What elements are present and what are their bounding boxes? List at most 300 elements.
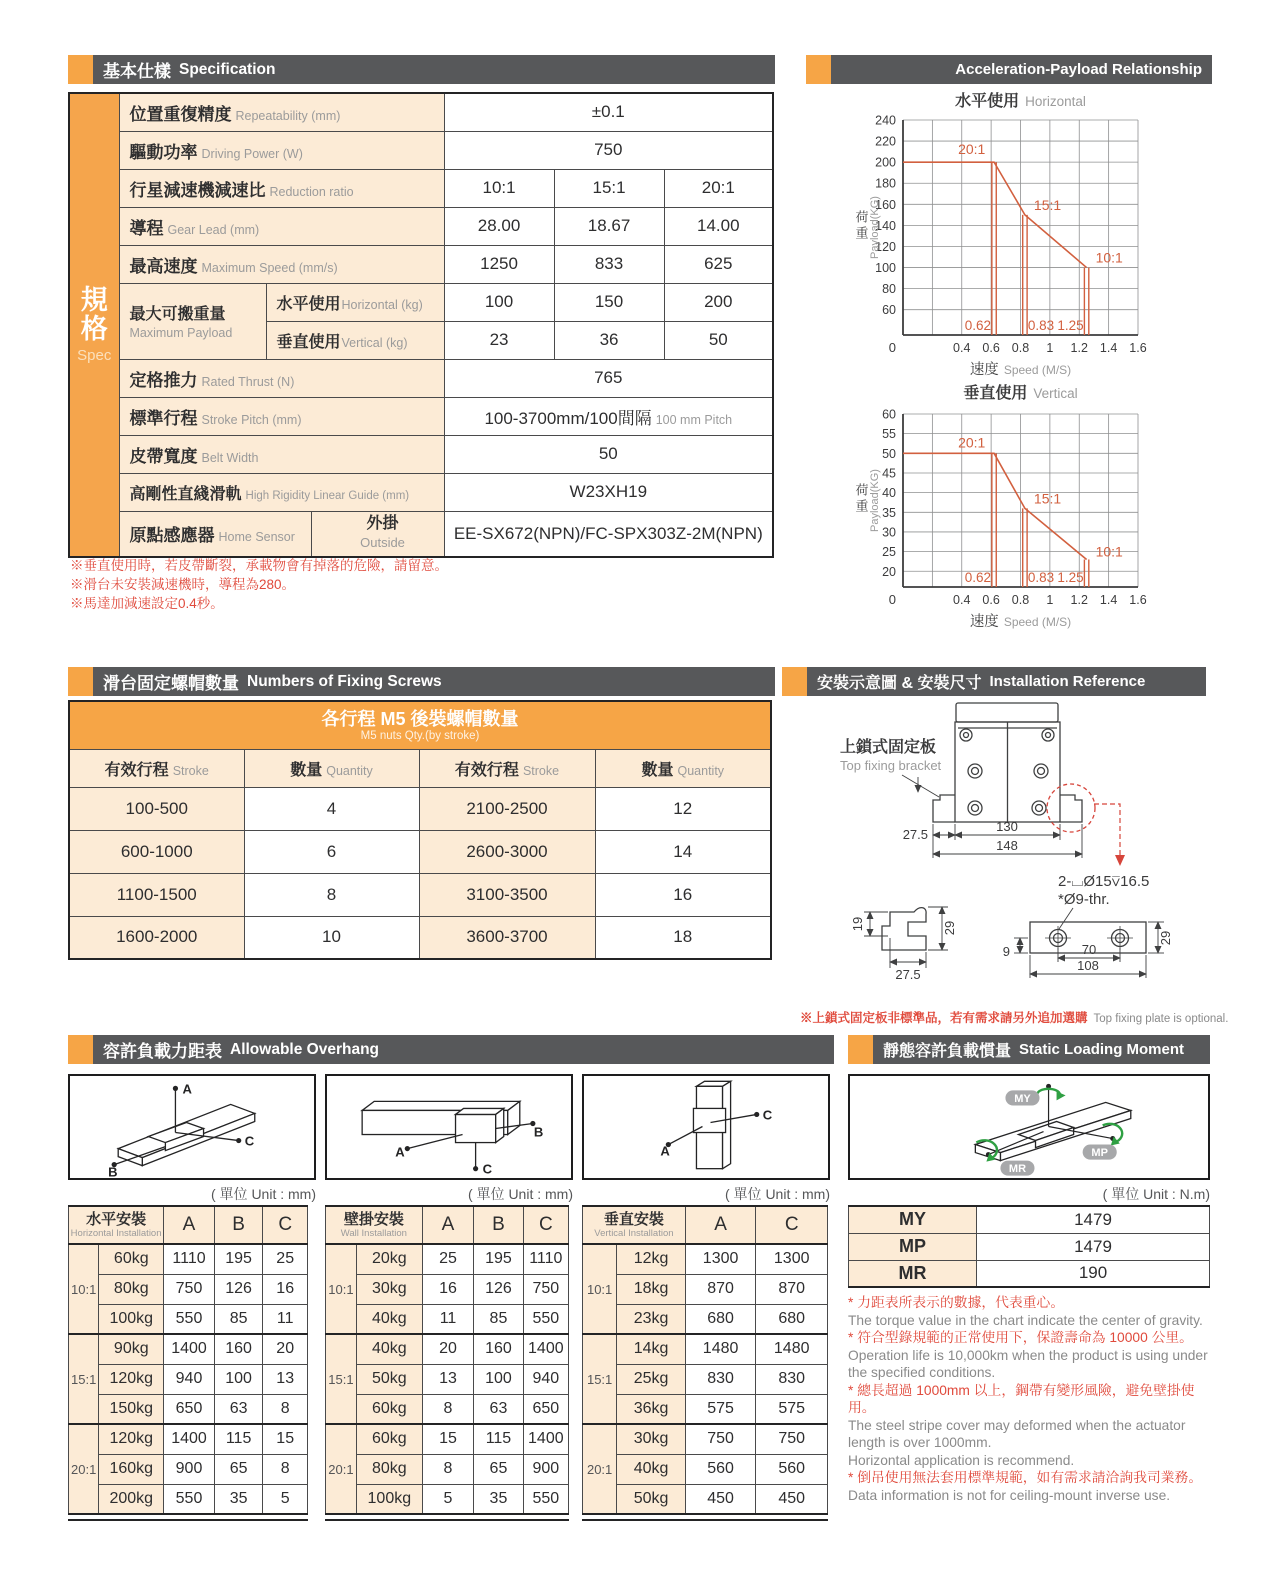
svg-text:C: C (762, 1107, 773, 1123)
spec-value: 50 (444, 435, 773, 473)
ratio-cell: 15:1 (583, 1334, 617, 1424)
ratio-cell: 15:1 (69, 1334, 99, 1424)
fixing-section-header (68, 667, 775, 696)
ratio-cell: 15:1 (326, 1334, 357, 1424)
speed-annotation: 1.25 (1057, 570, 1084, 585)
table-row (69, 1244, 308, 1274)
value-cell: 8 (422, 1394, 473, 1424)
installation-header-zh: 安裝示意圖 & 安裝尺寸 (817, 675, 982, 692)
spec-row-rated-thrust: 定格推力 Rated Thrust (N) 765 (69, 359, 773, 397)
value-cell: 1400 (164, 1334, 215, 1364)
table-row (69, 830, 771, 873)
orange-square-icon (782, 667, 807, 696)
overhang-section-header (68, 1035, 834, 1064)
y-tick-label: 160 (875, 197, 896, 212)
value-cell: 100 (214, 1364, 263, 1394)
weight-cell: 60kg (356, 1424, 422, 1454)
weight-cell: 40kg (356, 1304, 422, 1334)
weight-cell: 18kg (617, 1274, 686, 1304)
spec-row-reduction-ratio: 行星減速機減速比 Reduction ratio 10:1 15:1 20:1 (69, 169, 773, 207)
y-tick-label: 30 (882, 525, 896, 540)
series-line (903, 162, 1087, 267)
table-row (69, 1334, 308, 1364)
quantity-cell: 16 (595, 873, 771, 916)
y-tick-label: 35 (882, 505, 896, 520)
chart-title: 水平使用 Horizontal (955, 93, 1086, 110)
spec-row-driving-power: 驅動功率 Driving Power (W) 750 (69, 131, 773, 169)
x-tick-label: 1 (1046, 341, 1054, 355)
svg-text:29: 29 (942, 920, 957, 936)
value-cell: 115 (214, 1424, 263, 1454)
y-tick-label: 100 (875, 261, 896, 276)
quantity-cell: 4 (244, 787, 419, 830)
quantity-cell: 12 (595, 787, 771, 830)
value-cell: 650 (164, 1394, 215, 1424)
svg-text:27.5: 27.5 (902, 827, 928, 842)
svg-text:C: C (244, 1133, 255, 1149)
y-tick-label: 120 (875, 239, 896, 254)
spec-value: 100-3700mm/100間隔 100 mm Pitch (444, 397, 773, 435)
weight-cell: 20kg (356, 1244, 422, 1274)
accel-section-header (806, 55, 1212, 84)
note-line-red: * 總長超過 1000mm 以上，鋼帶有變形風險，避免壁掛使用。 (848, 1382, 1195, 1415)
x-tick-label: 0.8 (1011, 593, 1030, 607)
note-line-red: * 力距表所表示的數據，代表重心。 (848, 1295, 1065, 1310)
installation-type-en: Horizontal Installation (70, 1227, 162, 1239)
ratio-cell: 20:1 (69, 1424, 99, 1514)
quantity-cell: 8 (244, 873, 419, 916)
value-cell: 870 (756, 1274, 828, 1304)
detail-callout (1047, 784, 1149, 929)
installation-note: ※上鎖式固定板非標準品，若有需求請另外追加選購 Top fixing plate is optional. (800, 1011, 1229, 1025)
value-cell: 13 (263, 1364, 308, 1394)
svg-text:*Ø9-thr.: *Ø9-thr. (1058, 891, 1110, 908)
ratio-cell: 10:1 (69, 1244, 99, 1334)
spec-value: 10:1 (444, 169, 554, 207)
column-header-a: A (164, 1206, 215, 1244)
y-tick-label: 50 (882, 446, 896, 461)
value-cell: 550 (523, 1304, 568, 1334)
orange-square-icon (68, 667, 93, 696)
value-cell: 195 (214, 1244, 263, 1274)
ratio-label: 20:1 (958, 141, 986, 158)
x-tick-label: 1 (1046, 593, 1054, 607)
value-cell: 650 (523, 1394, 568, 1424)
value-cell: 750 (685, 1424, 756, 1454)
installation-type-en: Wall Installation (340, 1227, 407, 1239)
vertical-payload-chart (818, 382, 1212, 638)
weight-cell: 14kg (617, 1334, 686, 1364)
svg-text:A: A (660, 1143, 670, 1159)
origin-label: 0 (888, 340, 896, 355)
speed-annotation: 0.83 (1027, 570, 1055, 585)
note-line-gray: Operation life is 10,000km when the product is using under the specified conditions. (848, 1347, 1208, 1380)
x-tick-label: 1.2 (1070, 593, 1088, 607)
svg-text:C: C (482, 1161, 493, 1177)
svg-text:29: 29 (1158, 930, 1173, 946)
spec-row-max-speed: 最高速度 Maximum Speed (mm/s) 1250 833 625 (69, 245, 773, 283)
value-cell: 870 (685, 1274, 756, 1304)
svg-text:2-⌴Ø15⊽16.5: 2-⌴Ø15⊽16.5 (1058, 873, 1150, 890)
x-axis-label: 速度 Speed (M/S) (969, 614, 1072, 630)
table-row (69, 1484, 308, 1514)
weight-cell: 40kg (617, 1454, 686, 1484)
value-cell: 550 (164, 1304, 215, 1334)
value-cell: 100 (474, 1364, 523, 1394)
dimension-texts (903, 819, 1018, 853)
spec-row-gear-lead: 導程 Gear Lead (mm) 28.00 18.67 14.00 (69, 207, 773, 245)
fixing-screws-table (68, 700, 772, 960)
svg-text:148: 148 (996, 838, 1018, 853)
ratio-label: 10:1 (1095, 543, 1123, 560)
value-cell: 575 (685, 1394, 756, 1424)
origin-label: 0 (888, 592, 896, 607)
x-tick-label: 0.4 (953, 341, 971, 355)
right-bracket (1060, 795, 1082, 822)
value-cell: 1110 (164, 1244, 215, 1274)
value-cell: 900 (164, 1454, 215, 1484)
installation-diagram (790, 698, 1210, 1010)
value-cell: 450 (685, 1484, 756, 1514)
static-moment-diagram (848, 1074, 1210, 1180)
overhang-table-vertical (582, 1205, 828, 1515)
value-cell: 830 (756, 1364, 828, 1394)
ratio-label: 15:1 (1033, 196, 1062, 213)
y-tick-label: 20 (882, 564, 896, 579)
value-cell: 680 (685, 1304, 756, 1334)
x-tick-label: 1.4 (1099, 593, 1118, 607)
table-header-row (583, 1206, 828, 1244)
value-cell: 160 (214, 1334, 263, 1364)
column-header-a: A (685, 1206, 756, 1244)
spec-value: 1250 (444, 245, 554, 283)
spec-row-belt-width: 皮帶寬度 Belt Width 50 (69, 435, 773, 473)
value-cell: 126 (214, 1274, 263, 1304)
value-cell: 1480 (685, 1334, 756, 1364)
value-cell: 1400 (523, 1334, 568, 1364)
value-cell: 8 (422, 1454, 473, 1484)
table-row (69, 787, 771, 830)
fixing-header-zh: 滑台固定螺帽數量 (103, 674, 239, 693)
table-row (583, 1274, 828, 1304)
spec-side-label: 規 格 Spec (69, 93, 119, 557)
spec-value: 833 (554, 245, 664, 283)
table-bottom-rule (325, 1519, 569, 1521)
unit-label-mm: ( 單位 Unit : mm) (211, 1186, 316, 1202)
svg-text:MY: MY (1014, 1092, 1031, 1105)
x-tick-label: 0.6 (982, 341, 1000, 355)
value-cell: 560 (756, 1454, 828, 1484)
overhang-diagram-horizontal (68, 1074, 316, 1180)
spec-table (68, 92, 774, 558)
weight-cell: 30kg (356, 1274, 422, 1304)
value-cell: 16 (422, 1274, 473, 1304)
x-tick-label: 0.4 (953, 593, 971, 607)
spec-row-repeatability: 規 格 Spec 位置重復精度 Repeatability (mm) ±0.1 (69, 93, 773, 131)
y-tick-label: 140 (875, 218, 896, 233)
table-row (583, 1424, 828, 1454)
spec-footnote-line: ※滑台未安裝減速機時，導程為280。 (70, 577, 296, 592)
spec-row-stroke-pitch: 標準行程 Stroke Pitch (mm) 100-3700mm/100間隔 100 mm Pitch (69, 397, 773, 435)
x-tick-label: 1.2 (1070, 341, 1088, 355)
table-row (583, 1484, 828, 1514)
ratio-cell: 10:1 (326, 1244, 357, 1334)
value-cell: 750 (523, 1274, 568, 1304)
left-bracket (933, 795, 955, 822)
stroke-cell: 100-500 (69, 787, 244, 830)
value-cell: 750 (756, 1424, 828, 1454)
chart-title: 垂直使用 Vertical (963, 385, 1078, 402)
x-tick-label: 1.4 (1099, 341, 1118, 355)
installation-type-header (326, 1206, 423, 1244)
weight-cell: 200kg (99, 1484, 164, 1514)
value-cell: 35 (474, 1484, 523, 1514)
svg-text:B: B (533, 1124, 544, 1140)
unit-label-mm: ( 單位 Unit : mm) (468, 1186, 573, 1202)
value-cell: 1300 (685, 1244, 756, 1274)
horizontal-payload-chart (818, 90, 1212, 386)
quantity-cell: 14 (595, 830, 771, 873)
value-cell: 65 (214, 1454, 263, 1484)
stroke-cell: 3100-3500 (419, 873, 595, 916)
svg-text:上鎖式固定板: 上鎖式固定板 (840, 739, 937, 756)
y-tick-label: 220 (875, 134, 896, 149)
weight-cell: 60kg (99, 1244, 164, 1274)
y-tick-label: 60 (882, 407, 896, 422)
table-row (69, 1454, 308, 1484)
orange-square-icon (68, 1035, 93, 1064)
spec-value: 14.00 (664, 207, 773, 245)
y-tick-label: 45 (882, 466, 896, 481)
value-cell: 5 (422, 1484, 473, 1514)
value-cell: 35 (214, 1484, 263, 1514)
y-tick-label: 60 (882, 303, 896, 318)
weight-cell: 60kg (356, 1394, 422, 1424)
note-line-gray: Data information is not for ceiling-mount inverse use. (848, 1487, 1171, 1503)
svg-text:108: 108 (1077, 958, 1099, 973)
value-cell: 550 (164, 1484, 215, 1514)
table-row (326, 1424, 569, 1454)
y-axis-label-zh: 重 (855, 498, 869, 514)
static-moment-notes (848, 1294, 1216, 1504)
table-row (69, 1304, 308, 1334)
front-view (933, 703, 1082, 822)
spec-value: 625 (664, 245, 773, 283)
orange-square-icon (806, 55, 831, 84)
value-cell: 11 (422, 1304, 473, 1334)
table-bottom-rule (68, 1519, 308, 1521)
value-cell: 195 (474, 1244, 523, 1274)
spec-value: ±0.1 (444, 93, 773, 131)
spec-header-en: Specification (179, 60, 276, 78)
orange-square-icon (848, 1035, 873, 1064)
table-row (69, 1274, 308, 1304)
spec-value: 750 (444, 131, 773, 169)
spec-row-home-sensor: 原點感應器 Home Sensor 外掛 Outside EE-SX672(NPN)/FC-SPX303Z-2M(NPN) (69, 511, 773, 557)
value-cell: 15 (422, 1424, 473, 1454)
weight-cell: 120kg (99, 1364, 164, 1394)
weight-cell: 100kg (99, 1304, 164, 1334)
table-bottom-rule (582, 1519, 828, 1521)
value-cell: 25 (422, 1244, 473, 1274)
quantity-cell: 6 (244, 830, 419, 873)
weight-cell: 12kg (617, 1244, 686, 1274)
column-header-b: B (474, 1206, 523, 1244)
fixing-header-en: Numbers of Fixing Screws (247, 672, 442, 690)
weight-cell: 40kg (356, 1334, 422, 1364)
spec-value: 765 (444, 359, 773, 397)
overhang-table (325, 1205, 569, 1515)
column-header-c: C (523, 1206, 568, 1244)
y-axis-label-zh: 重 (855, 225, 869, 241)
column-header-a: A (422, 1206, 473, 1244)
svg-text:Top fixing bracket: Top fixing bracket (840, 758, 942, 773)
fixing-table-title: 各行程 M5 後裝螺帽數量 M5 nuts Qty.(by stroke) (69, 701, 771, 749)
spec-value: 100 (444, 283, 554, 321)
spec-value: 36 (554, 321, 664, 359)
stroke-cell: 2100-2500 (419, 787, 595, 830)
y-axis-label-zh: 荷 (855, 209, 869, 225)
value-cell: 830 (685, 1364, 756, 1394)
note-line-gray: The steel stripe cover may deformed when the actuator length is over 1000mm. (848, 1417, 1186, 1450)
table-row (583, 1454, 828, 1484)
spec-value: 15:1 (554, 169, 664, 207)
table-row (69, 1424, 308, 1454)
weight-cell: 80kg (99, 1274, 164, 1304)
value-cell: 20 (263, 1334, 308, 1364)
ratio-label: 15:1 (1033, 490, 1062, 507)
overhang-header-zh: 容許負載力距表 (103, 1042, 222, 1061)
x-tick-label: 0.8 (1011, 341, 1030, 355)
column-header-b: B (214, 1206, 263, 1244)
weight-cell: 80kg (356, 1454, 422, 1484)
value-cell: 940 (164, 1364, 215, 1394)
value-cell: 15 (263, 1424, 308, 1454)
y-tick-label: 80 (882, 282, 896, 297)
table-row (583, 1394, 828, 1424)
table-row (583, 1304, 828, 1334)
y-tick-label: 200 (875, 155, 896, 170)
overhang-table (582, 1205, 828, 1515)
table-row (326, 1274, 569, 1304)
value-cell: 560 (685, 1454, 756, 1484)
svg-text:MP: MP (1091, 1147, 1108, 1160)
y-tick-label: 180 (875, 176, 896, 191)
table-row: MY 1479 (849, 1206, 1210, 1233)
weight-cell: 25kg (617, 1364, 686, 1394)
y-tick-label: 240 (875, 113, 896, 128)
stroke-cell: 1100-1500 (69, 873, 244, 916)
x-tick-label: 1.6 (1129, 341, 1147, 355)
spec-footnotes (70, 556, 448, 613)
ratio-cell: 10:1 (583, 1244, 617, 1334)
x-tick-label: 0.6 (982, 593, 1000, 607)
table-row (69, 873, 771, 916)
value-cell: 575 (756, 1394, 828, 1424)
table-row (326, 1484, 569, 1514)
weight-cell: 30kg (617, 1424, 686, 1454)
value-cell: 1400 (164, 1424, 215, 1454)
spec-value: 200 (664, 283, 773, 321)
table-row (326, 1454, 569, 1484)
ratio-cell: 20:1 (326, 1424, 357, 1514)
value-cell: 85 (474, 1304, 523, 1334)
ratio-label: 10:1 (1095, 249, 1123, 266)
accel-header-en: Acceleration-Payload Relationship (955, 61, 1202, 78)
spec-value: 23 (444, 321, 554, 359)
spec-row-payload-horizontal: 最大可搬重量 Maximum Payload 水平使用Horizontal (kg) 100 150 200 (69, 283, 773, 321)
value-cell: 1400 (523, 1424, 568, 1454)
weight-cell: 90kg (99, 1334, 164, 1364)
weight-cell: 100kg (356, 1484, 422, 1514)
svg-text:27.5: 27.5 (895, 967, 921, 982)
x-axis-label: 速度 Speed (M/S) (969, 362, 1072, 378)
weight-cell: 23kg (617, 1304, 686, 1334)
unit-label-mm: ( 單位 Unit : mm) (725, 1186, 830, 1202)
installation-type-zh: 壁掛安裝 (343, 1210, 404, 1228)
svg-text:A: A (182, 1081, 192, 1097)
value-cell: 8 (263, 1394, 308, 1424)
static-header-zh: 靜態容許負載慣量 (883, 1043, 1012, 1060)
y-axis-label-en: Payload(KG) (869, 196, 881, 259)
value-cell: 8 (263, 1454, 308, 1484)
svg-text:B: B (108, 1164, 118, 1180)
value-cell: 63 (214, 1394, 263, 1424)
value-cell: 126 (474, 1274, 523, 1304)
spec-value: 150 (554, 283, 664, 321)
svg-text:130: 130 (996, 819, 1018, 834)
note-line-red: * 倒吊使用無法套用標準規範，如有需求請洽詢我司業務。 (848, 1470, 1203, 1485)
y-axis-label-en: Payload(KG) (869, 469, 881, 532)
speed-annotation: 0.62 (964, 318, 992, 333)
column-header-c: C (756, 1206, 828, 1244)
static-section-header (848, 1035, 1210, 1064)
quantity-cell: 18 (595, 916, 771, 959)
static-moment-table (848, 1205, 1210, 1288)
overhang-diagram-wall (325, 1074, 573, 1180)
spec-footnote-line: ※馬達加減速設定0.4秒。 (70, 596, 224, 611)
value-cell: 20 (422, 1334, 473, 1364)
spec-row-linear-guide: 高剛性直綫滑軌 High Rigidity Linear Guide (mm) W23XH19 (69, 473, 773, 511)
table-row (326, 1304, 569, 1334)
value-cell: 5 (263, 1484, 308, 1514)
svg-text:19: 19 (850, 916, 865, 932)
value-cell: 1110 (523, 1244, 568, 1274)
svg-text:70: 70 (1081, 942, 1097, 957)
value-cell: 85 (214, 1304, 263, 1334)
overhang-diagram-vertical (582, 1074, 830, 1180)
table-row (583, 1244, 828, 1274)
quantity-cell: 10 (244, 916, 419, 959)
weight-cell: 160kg (99, 1454, 164, 1484)
plate-dim-texts (1003, 931, 1173, 973)
overhang-table (68, 1205, 308, 1515)
table-row (69, 1364, 308, 1394)
overhang-table-horizontal (68, 1205, 308, 1515)
value-cell: 940 (523, 1364, 568, 1394)
value-cell: 1300 (756, 1244, 828, 1274)
y-axis-label-zh: 荷 (855, 482, 869, 498)
unit-label-nm: ( 單位 Unit : N.m) (1102, 1186, 1210, 1202)
table-row (583, 1334, 828, 1364)
installation-type-zh: 垂直安裝 (603, 1210, 664, 1228)
table-row: MR 190 (849, 1260, 1210, 1287)
value-cell: 16 (263, 1274, 308, 1304)
value-cell: 11 (263, 1304, 308, 1334)
fixing-table-header-row: 有效行程 Stroke 數量 Quantity 有效行程 Stroke 數量 Quantity (69, 749, 771, 787)
spec-value: 50 (664, 321, 773, 359)
table-header-row (326, 1206, 569, 1244)
